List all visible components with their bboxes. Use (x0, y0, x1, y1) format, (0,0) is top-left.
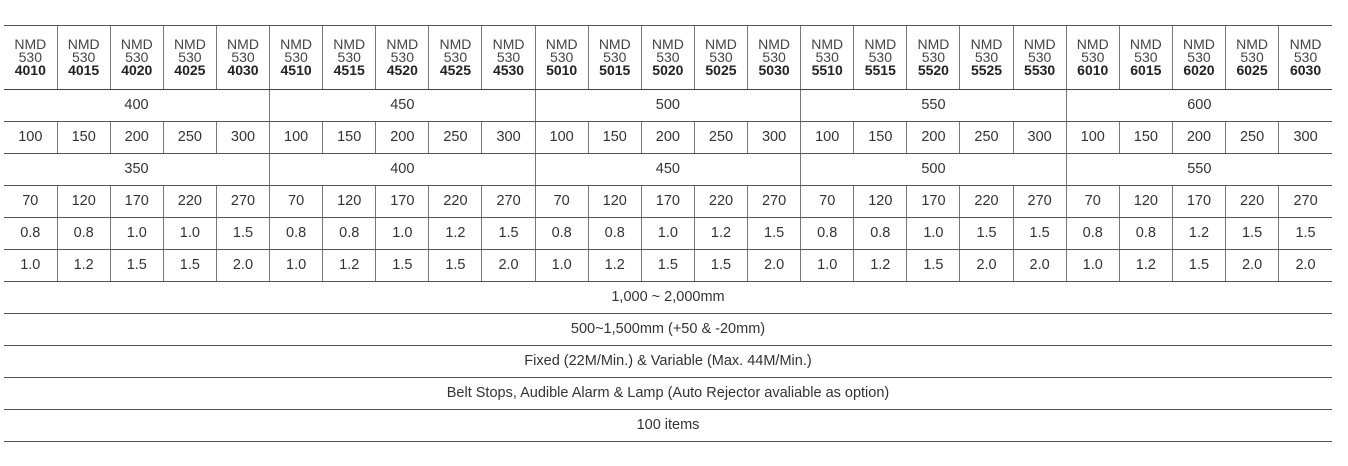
model-prefix: NMD (1023, 36, 1056, 52)
model-header-cell (1279, 26, 1332, 90)
spec-cell: 250 (1226, 122, 1279, 154)
model-series: 530 (974, 49, 999, 65)
model-header-cell (854, 26, 907, 90)
model-header-cell (588, 26, 641, 90)
model-header-cell (748, 26, 801, 90)
spec-cell: 0.8 (588, 218, 641, 250)
model-prefix: NMD (917, 36, 950, 52)
spec-cell: 200 (376, 122, 429, 154)
model-code: 4520 (386, 62, 418, 78)
model-series: 530 (178, 49, 202, 65)
model-prefix: NMD (227, 36, 259, 52)
spec-cell: 1.2 (323, 250, 376, 282)
model-header-cell (641, 26, 694, 90)
spec-group-cell: 400 (270, 154, 536, 186)
spec-cell: 1.5 (748, 218, 801, 250)
model-prefix: NMD (492, 36, 525, 52)
model-series: 530 (921, 49, 946, 65)
spec-cell: 100 (801, 122, 854, 154)
model-prefix: NMD (1129, 36, 1162, 52)
spec-cell: 1.5 (694, 250, 747, 282)
model-code: 5510 (811, 62, 843, 78)
spec-cell: 100 (1066, 122, 1119, 154)
spec-cell: 2.0 (1013, 250, 1066, 282)
spec-full-row (4, 314, 1332, 346)
spec-cell: 250 (429, 122, 482, 154)
spec-cell: 270 (1279, 186, 1332, 218)
spec-cell: 200 (907, 122, 960, 154)
spec-row (4, 250, 1332, 282)
spec-cell: 1.2 (1119, 250, 1172, 282)
spec-cell: 1.5 (163, 250, 216, 282)
spec-cell: 150 (57, 122, 110, 154)
spec-table-body (4, 26, 1332, 442)
spec-cell: 220 (429, 186, 482, 218)
model-prefix: NMD (67, 36, 100, 52)
spec-cell: 220 (694, 186, 747, 218)
spec-full-cell: 500~1,500mm (+50 & -20mm) (4, 314, 1332, 346)
spec-cell: 0.8 (57, 218, 110, 250)
spec-cell: 1.0 (4, 250, 57, 282)
spec-cell: 2.0 (960, 250, 1013, 282)
spec-cell: 220 (1226, 186, 1279, 218)
model-code: 6025 (1236, 62, 1268, 78)
model-series: 530 (390, 49, 414, 65)
spec-cell: 1.5 (429, 250, 482, 282)
spec-cell: 2.0 (1226, 250, 1279, 282)
spec-full-row (4, 282, 1332, 314)
spec-full-row (4, 410, 1332, 442)
spec-cell: 270 (482, 186, 535, 218)
spec-cell: 70 (535, 186, 588, 218)
model-series: 530 (1240, 49, 1264, 65)
model-series: 530 (496, 49, 521, 65)
spec-group-cell: 350 (4, 154, 270, 186)
model-code: 4525 (439, 62, 471, 78)
model-code: 6010 (1077, 62, 1109, 78)
spec-cell: 120 (854, 186, 907, 218)
spec-group-cell: 550 (1066, 154, 1332, 186)
spec-cell: 300 (482, 122, 535, 154)
model-code: 4030 (227, 62, 259, 78)
model-header-cell (1013, 26, 1066, 90)
model-code: 4025 (174, 62, 206, 78)
model-series: 530 (18, 49, 42, 65)
model-prefix: NMD (705, 36, 737, 52)
spec-cell: 150 (1119, 122, 1172, 154)
model-prefix: NMD (1183, 36, 1215, 52)
model-code: 5015 (599, 62, 631, 78)
model-code: 5525 (970, 62, 1003, 78)
spec-group-cell: 450 (270, 90, 536, 122)
model-code: 4020 (121, 62, 153, 78)
spec-full-cell: Fixed (22M/Min.) & Variable (Max. 44M/Min.) (4, 346, 1332, 378)
spec-cell: 270 (216, 186, 269, 218)
spec-cell: 2.0 (482, 250, 535, 282)
spec-cell: 170 (1172, 186, 1225, 218)
model-prefix: NMD (1236, 36, 1269, 52)
spec-cell: 1.0 (801, 250, 854, 282)
model-header-cell (694, 26, 747, 90)
model-header-cell (907, 26, 960, 90)
model-header-cell (57, 26, 110, 90)
spec-row (4, 122, 1332, 154)
model-prefix: NMD (598, 36, 631, 52)
model-prefix: NMD (14, 36, 47, 52)
spec-group-cell: 600 (1066, 90, 1332, 122)
model-series: 530 (603, 49, 627, 65)
model-prefix: NMD (970, 36, 1003, 52)
spec-cell: 1.0 (1066, 250, 1119, 282)
spec-group-cell: 550 (801, 90, 1067, 122)
model-code: 5025 (705, 62, 737, 78)
spec-cell: 300 (216, 122, 269, 154)
spec-cell: 200 (110, 122, 163, 154)
spec-full-cell: Belt Stops, Audible Alarm & Lamp (Auto Rejector avaliable as option) (4, 378, 1332, 410)
spec-cell: 1.5 (1013, 218, 1066, 250)
spec-cell: 1.0 (270, 250, 323, 282)
spec-group-cell: 500 (801, 154, 1067, 186)
spec-cell: 300 (1279, 122, 1332, 154)
spec-cell: 220 (163, 186, 216, 218)
spec-group-cell: 500 (535, 90, 801, 122)
model-prefix: NMD (333, 36, 366, 52)
spec-cell: 0.8 (323, 218, 376, 250)
model-header-cell (1119, 26, 1172, 90)
model-code: 4510 (280, 62, 312, 78)
model-code: 6030 (1289, 62, 1322, 78)
spec-cell: 1.2 (57, 250, 110, 282)
spec-cell: 1.2 (694, 218, 747, 250)
spec-cell: 120 (323, 186, 376, 218)
spec-cell: 1.0 (535, 250, 588, 282)
spec-full-row (4, 346, 1332, 378)
spec-cell: 150 (588, 122, 641, 154)
model-code: 4515 (333, 62, 365, 78)
model-header-cell (535, 26, 588, 90)
model-series: 530 (231, 49, 255, 65)
model-prefix: NMD (1076, 36, 1109, 52)
spec-cell: 220 (960, 186, 1013, 218)
model-series: 530 (337, 49, 361, 65)
model-header-cell (323, 26, 376, 90)
spec-cell: 70 (4, 186, 57, 218)
model-series: 530 (549, 49, 574, 65)
model-header-cell (482, 26, 535, 90)
spec-cell: 150 (854, 122, 907, 154)
model-code: 4530 (492, 62, 525, 78)
spec-cell: 1.0 (376, 218, 429, 250)
model-prefix: NMD (758, 36, 791, 52)
spec-cell: 2.0 (216, 250, 269, 282)
model-prefix: NMD (864, 36, 897, 52)
model-code: 4010 (14, 62, 46, 78)
model-series: 530 (125, 49, 149, 65)
model-series: 530 (1293, 49, 1318, 65)
model-code: 5030 (758, 62, 790, 78)
model-code: 5515 (864, 62, 896, 78)
spec-cell: 0.8 (270, 218, 323, 250)
model-header-cell (1066, 26, 1119, 90)
model-series: 530 (709, 49, 733, 65)
spec-full-row (4, 378, 1332, 410)
model-series: 530 (1081, 49, 1105, 65)
spec-cell: 0.8 (854, 218, 907, 250)
model-prefix: NMD (280, 36, 313, 52)
spec-cell: 1.5 (216, 218, 269, 250)
spec-cell: 200 (641, 122, 694, 154)
model-header-row (4, 26, 1332, 90)
spec-full-cell: 1,000 ~ 2,000mm (4, 282, 1332, 314)
spec-cell: 170 (641, 186, 694, 218)
spec-cell: 1.2 (854, 250, 907, 282)
spec-cell: 0.8 (801, 218, 854, 250)
spec-cell: 100 (535, 122, 588, 154)
model-series: 530 (71, 49, 96, 65)
spec-cell: 100 (4, 122, 57, 154)
spec-cell: 1.5 (1226, 218, 1279, 250)
model-code: 6015 (1130, 62, 1162, 78)
spec-cell: 200 (1172, 122, 1225, 154)
spec-full-cell: 100 items (4, 410, 1332, 442)
spec-cell: 1.5 (960, 218, 1013, 250)
model-series: 530 (1187, 49, 1211, 65)
spec-cell: 150 (323, 122, 376, 154)
spec-cell: 250 (960, 122, 1013, 154)
model-code: 5530 (1024, 62, 1056, 78)
spec-cell: 100 (270, 122, 323, 154)
model-code: 4015 (68, 62, 100, 78)
model-header-cell (270, 26, 323, 90)
spec-row (4, 186, 1332, 218)
model-series: 530 (1134, 49, 1158, 65)
spec-cell: 1.0 (907, 218, 960, 250)
spec-cell: 1.0 (110, 218, 163, 250)
spec-row (4, 218, 1332, 250)
spec-cell: 1.2 (1172, 218, 1225, 250)
spec-cell: 1.5 (1172, 250, 1225, 282)
model-prefix: NMD (439, 36, 472, 52)
model-series: 530 (868, 49, 892, 65)
model-code: 5520 (917, 62, 949, 78)
spec-cell: 1.2 (429, 218, 482, 250)
spec-cell: 170 (907, 186, 960, 218)
spec-cell: 270 (748, 186, 801, 218)
spec-cell: 1.5 (482, 218, 535, 250)
model-header-cell (1226, 26, 1279, 90)
model-header-cell (110, 26, 163, 90)
spec-cell: 250 (694, 122, 747, 154)
spec-cell: 120 (57, 186, 110, 218)
spec-cell: 1.5 (907, 250, 960, 282)
model-code: 6020 (1183, 62, 1215, 78)
spec-cell: 1.2 (588, 250, 641, 282)
spec-cell: 70 (270, 186, 323, 218)
model-header-cell (4, 26, 57, 90)
model-series: 530 (815, 49, 839, 65)
model-code: 5010 (546, 62, 578, 78)
spec-cell: 270 (1013, 186, 1066, 218)
spec-cell: 0.8 (1119, 218, 1172, 250)
model-header-cell (216, 26, 269, 90)
model-prefix: NMD (1289, 36, 1322, 52)
model-header-cell (1172, 26, 1225, 90)
spec-cell: 1.0 (641, 218, 694, 250)
spec-cell: 70 (1066, 186, 1119, 218)
model-prefix: NMD (811, 36, 844, 52)
spec-cell: 250 (163, 122, 216, 154)
model-series: 530 (656, 49, 680, 65)
spec-table (4, 25, 1332, 442)
spec-group-cell: 400 (4, 90, 270, 122)
model-series: 530 (1027, 49, 1052, 65)
spec-group-row (4, 90, 1332, 122)
model-series: 530 (762, 49, 786, 65)
model-series: 530 (443, 49, 468, 65)
spec-cell: 170 (110, 186, 163, 218)
spec-cell: 300 (1013, 122, 1066, 154)
spec-cell: 70 (801, 186, 854, 218)
model-prefix: NMD (651, 36, 684, 52)
model-code: 5020 (652, 62, 684, 78)
spec-cell: 0.8 (535, 218, 588, 250)
spec-cell: 1.0 (163, 218, 216, 250)
model-series: 530 (284, 49, 308, 65)
model-header-cell (960, 26, 1013, 90)
model-prefix: NMD (545, 36, 578, 52)
model-header-cell (376, 26, 429, 90)
spec-cell: 120 (1119, 186, 1172, 218)
model-header-cell (801, 26, 854, 90)
spec-cell: 170 (376, 186, 429, 218)
model-prefix: NMD (120, 36, 153, 52)
spec-cell: 1.5 (110, 250, 163, 282)
spec-cell: 120 (588, 186, 641, 218)
spec-cell: 300 (748, 122, 801, 154)
spec-cell: 1.5 (641, 250, 694, 282)
model-prefix: NMD (386, 36, 419, 52)
model-header-cell (163, 26, 216, 90)
spec-cell: 1.5 (376, 250, 429, 282)
spec-cell: 2.0 (748, 250, 801, 282)
spec-cell: 1.5 (1279, 218, 1332, 250)
spec-cell: 2.0 (1279, 250, 1332, 282)
model-header-cell (429, 26, 482, 90)
model-prefix: NMD (173, 36, 206, 52)
spec-group-cell: 450 (535, 154, 801, 186)
spec-cell: 0.8 (1066, 218, 1119, 250)
spec-cell: 0.8 (4, 218, 57, 250)
spec-group-row (4, 154, 1332, 186)
